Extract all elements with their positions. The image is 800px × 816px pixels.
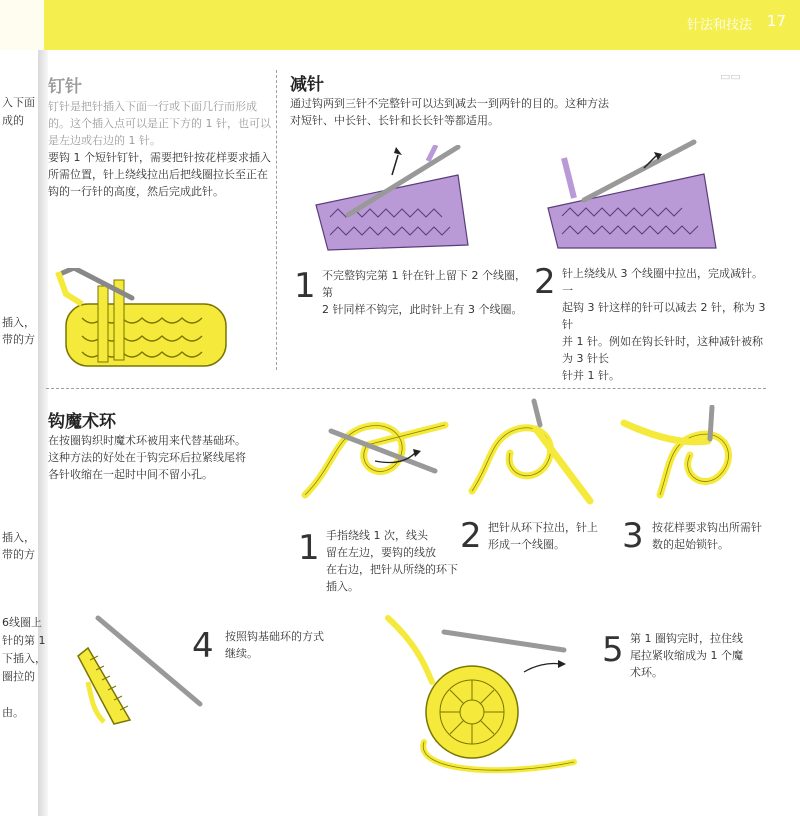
left-fragment: 由。 bbox=[2, 706, 24, 719]
text-line: 第 1 圈钩完时，拉住线 bbox=[630, 632, 743, 645]
magic-ring-illustration-1 bbox=[295, 405, 455, 505]
left-fragment: 下插入， bbox=[2, 652, 46, 665]
header-left-panel bbox=[0, 0, 44, 50]
magic-ring-illustration-5 bbox=[384, 612, 584, 782]
text-line: 是左边或右边的 1 针。 bbox=[48, 134, 161, 147]
left-fragment: 圈拉的 bbox=[2, 670, 35, 683]
header-bar bbox=[0, 0, 800, 50]
text-line: 起钩 3 针这样的针可以减去 2 针，称为 3 针 bbox=[562, 301, 766, 331]
mohuan-text bbox=[48, 432, 288, 483]
jianzhen-text bbox=[290, 95, 760, 129]
vertical-divider bbox=[276, 70, 277, 370]
text-line: 在右边，把针从所绕的环下 bbox=[326, 563, 458, 576]
text-line: 插入。 bbox=[326, 580, 359, 593]
text-line: 在按圈钩织时魔术环被用来代替基础环。 bbox=[48, 434, 246, 447]
magic-ring-step-1-text bbox=[326, 527, 466, 595]
section-title-mohuan: 钩魔术环 bbox=[48, 412, 116, 432]
text-line: 2 针同样不钩完，此时针上有 3 个线圈。 bbox=[322, 303, 523, 316]
text-line: 不完整钩完第 1 针在针上留下 2 个线圈，第 bbox=[322, 269, 526, 299]
left-fragment: 带的方 bbox=[2, 548, 35, 561]
step-number: 2 bbox=[534, 262, 556, 302]
left-fragment: 成的 bbox=[2, 114, 24, 127]
magic-ring-step-2-text bbox=[488, 519, 618, 553]
header-title: 针法和技法 bbox=[686, 18, 752, 33]
magic-ring-step-5-text bbox=[630, 630, 770, 681]
spike-stitch-illustration bbox=[52, 268, 232, 378]
text-line: 继续。 bbox=[225, 647, 258, 660]
left-fragment: 带的方 bbox=[2, 333, 35, 346]
text-line: 针并 1 针。 bbox=[562, 369, 620, 382]
step-number: 4 bbox=[192, 626, 214, 666]
text-line: 数的起始锁针。 bbox=[652, 538, 729, 551]
left-fragment: 插入， bbox=[2, 531, 35, 544]
dingzhen-text bbox=[48, 98, 276, 200]
magic-ring-illustration-3 bbox=[620, 405, 780, 505]
text-line: 把针从环下拉出，针上 bbox=[488, 521, 598, 534]
text-line: 要钩 1 个短针钉针，需要把针按花样要求插入 bbox=[48, 151, 271, 164]
magic-ring-illustration-4 bbox=[70, 612, 210, 727]
text-line: 尾拉紧收缩成为 1 个魔 bbox=[630, 649, 743, 662]
horizontal-divider bbox=[46, 388, 766, 389]
left-fragment: 入下面 bbox=[2, 96, 35, 109]
decrease-step-2-text bbox=[562, 265, 767, 384]
magic-ring-illustration-2 bbox=[460, 395, 610, 505]
text-line: 对短针、中长针、长针和长长针等都适用。 bbox=[290, 114, 499, 127]
step-number: 1 bbox=[294, 266, 316, 306]
section-title-dingzhen: 钉针 bbox=[48, 77, 82, 97]
text-line: 所需位置，针上绕线拉出后把线圈拉长至正在 bbox=[48, 168, 268, 181]
step-number: 5 bbox=[602, 630, 624, 670]
left-fragment: 针的第 1 bbox=[2, 634, 46, 647]
text-line: 并 1 针。例如在钩长针时，这种减针被称为 3 针长 bbox=[562, 335, 763, 365]
page-gutter bbox=[38, 50, 48, 816]
step-number: 3 bbox=[622, 516, 644, 556]
text-line: 通过钩两到三针不完整针可以达到减去一到两针的目的。这种方法 bbox=[290, 97, 609, 110]
left-fragment: 6线圈上 bbox=[2, 616, 42, 629]
text-line: 的。这个插入点可以是正下方的 1 针，也可以 bbox=[48, 117, 271, 130]
text-line: 各针收缩在一起时中间不留小孔。 bbox=[48, 468, 213, 481]
text-line: 手指绕线 1 次，线头 bbox=[326, 529, 428, 542]
bleed-through-text: ▭▭ bbox=[720, 70, 741, 83]
text-line: 这种方法的好处在于钩完环后拉紧线尾将 bbox=[48, 451, 246, 464]
section-title-jianzhen: 减针 bbox=[290, 75, 324, 95]
text-line: 按花样要求钩出所需针 bbox=[652, 521, 762, 534]
text-line: 按照钩基础环的方式 bbox=[225, 630, 324, 643]
text-line: 钩的一行针的高度，然后完成此针。 bbox=[48, 185, 224, 198]
left-fragment: 插入， bbox=[2, 316, 35, 329]
text-line: 形成一个线圈。 bbox=[488, 538, 565, 551]
step-number: 2 bbox=[460, 516, 482, 556]
page-number: 17 bbox=[766, 12, 786, 30]
decrease-step-1-text bbox=[322, 267, 532, 318]
text-line: 术环。 bbox=[630, 666, 663, 679]
magic-ring-step-3-text bbox=[652, 519, 772, 553]
magic-ring-step-4-text bbox=[225, 628, 365, 662]
step-number: 1 bbox=[298, 528, 320, 568]
decrease-illustration-2 bbox=[544, 138, 724, 258]
text-line: 钉针是把针插入下面一行或下面几行而形成 bbox=[48, 100, 257, 113]
text-line: 针上绕线从 3 个线圈中拉出，完成减针。一 bbox=[562, 267, 763, 297]
decrease-illustration-1 bbox=[308, 145, 478, 260]
text-line: 留在左边，要钩的线放 bbox=[326, 546, 436, 559]
